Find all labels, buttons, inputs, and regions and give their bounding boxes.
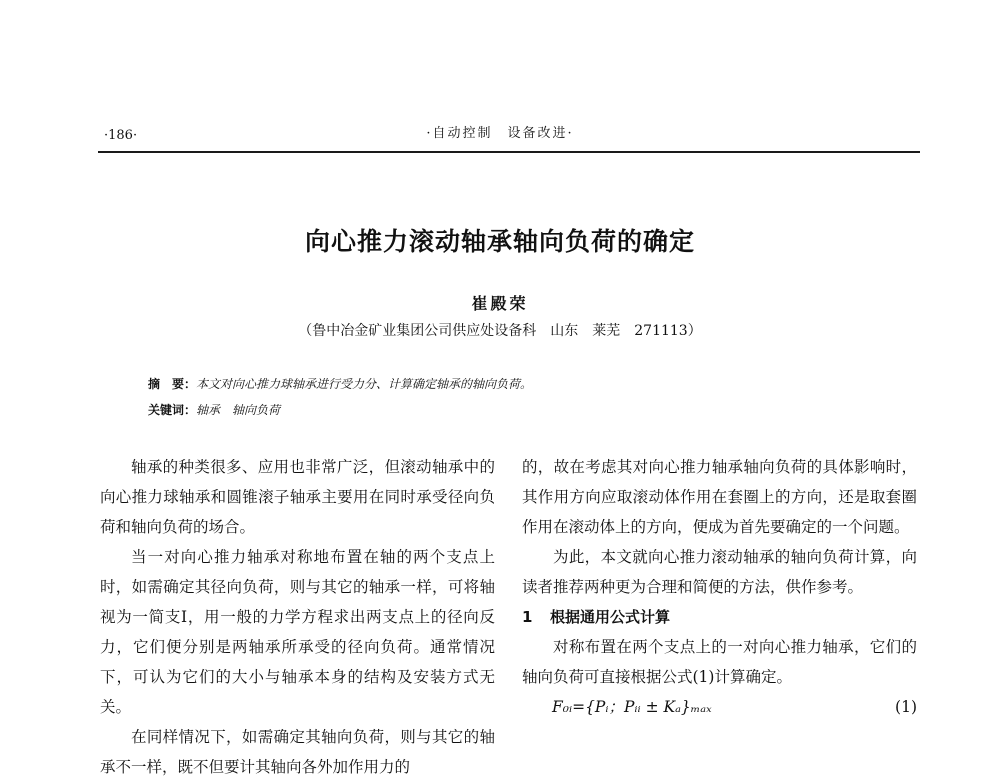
abstract	[148, 375, 532, 392]
section-number: 1	[522, 608, 533, 626]
right-column	[522, 452, 917, 722]
left-column	[100, 452, 495, 782]
section-title: 根据通用公式计算	[550, 608, 671, 626]
body-paragraph: 对称布置在两个支点上的一对向心推力轴承，它们的轴向负荷可直接根据公式(1)计算确定。	[522, 638, 917, 686]
affiliation: （鲁中冶金矿业集团公司供应处设备科 山东 莱芜 271113）	[298, 323, 702, 339]
page-number: ·186·	[104, 128, 138, 143]
equation-number: (1)	[895, 698, 917, 716]
body-paragraph: 轴承的种类很多、应用也非常广泛，但滚动轴承中的向心推力球轴承和圆锥滚子轴承主要用在同时承受径向负荷和轴向负荷的场合。	[100, 458, 495, 536]
body-paragraph: 当一对向心推力轴承对称地布置在轴的两个支点上时，如需确定其径向负荷，则与其它的轴承一样，可将轴视为一简支Ⅰ，用一般的力学方程求出两支点上的径向反力，它们便分别是两轴承所承受的径向负荷。通常情况下，可认为它们的大小与轴承本身的结构及安装方式无关。	[100, 548, 495, 716]
section-heading	[522, 602, 917, 632]
body-paragraph: 的，故在考虑其对向心推力轴承轴向负荷的具体影响时，其作用方向应取滚动体作用在套圈上的方向，还是取套圈作用在滚动体上的方向，便成为首先要确定的一个问题。	[522, 458, 917, 536]
keywords-label: 关键词：	[148, 403, 197, 417]
abstract-text: 本文对向心推力球轴承进行受力分、计算确定轴承的轴向负荷。	[196, 377, 533, 391]
paper-title: 向心推力滚动轴承轴向负荷的确定	[304, 227, 695, 256]
equation-body: F₀ᵢ={Pᵢ；Pᵢᵢ ± Kₐ}ₘₐₓ	[552, 698, 712, 716]
header-rule	[98, 151, 920, 153]
author-name: 崔殿荣	[471, 294, 529, 313]
running-title: ·自动控制 设备改进·	[426, 126, 574, 141]
body-paragraph: 在同样情况下，如需确定其轴向负荷，则与其它的轴承不一样，既不但要计其轴向各外加作用力的	[100, 728, 495, 776]
body-paragraph: 为此，本文就向心推力滚动轴承的轴向负荷计算，向读者推荐两种更为合理和简便的方法，供作参考。	[522, 548, 917, 596]
keywords	[148, 401, 280, 418]
abstract-label: 摘 要：	[148, 377, 197, 391]
equation	[522, 692, 917, 722]
keywords-text: 轴承 轴向负荷	[196, 403, 281, 417]
